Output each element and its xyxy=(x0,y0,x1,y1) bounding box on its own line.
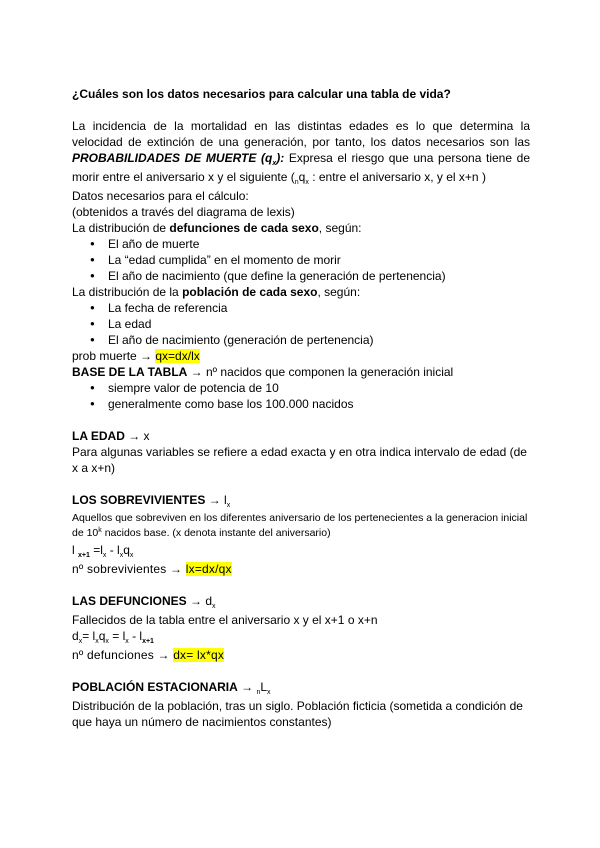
list-item: ● El año de nacimiento (generación de pertenencia) xyxy=(108,332,530,348)
defunciones-heading: LAS DEFUNCIONES → $d_x$ xyxy=(72,594,216,610)
intro-paragraph: La incidencia de la mortalidad en las distintas edades es lo que determina la velocidad de extinción de una generación, por tanto, los datos necesarios son las PROBABILIDADES DE MUERTE $(q_x)$: Expresa el riesgo que una persona tiene de morir entre el aniversario x y el siguiente ($_nq_x$ : entre el aniversario x, y el x+n ) xyxy=(72,119,530,186)
sobrevivientes-text: Aquellos que sobreviven en los diferentes aniversario de los pertenecientes a la generacion inicial de 10$^k$ nacidos base. (x denota instante del aniversario) xyxy=(72,512,528,539)
poblacion-list xyxy=(72,300,530,348)
edad-heading: LA EDAD → x xyxy=(72,429,150,443)
list-item: ● La edad xyxy=(108,316,530,332)
prob-heading: PROBABILIDADES DE MUERTE $(q_x)$: xyxy=(72,151,285,167)
poblacion-heading: POBLACIÓN ESTACIONARIA → $_nL_x$ xyxy=(72,680,271,696)
list-item: ● generalmente como base los 100.000 nacidos xyxy=(108,396,530,412)
list-item: ● La fecha de referencia xyxy=(108,300,530,316)
defunciones-list xyxy=(72,236,530,284)
edad-text: Para algunas variables se refiere a edad exacta y en otra indica intervalo de edad (de x a x+n) xyxy=(72,445,527,475)
list-item: ● La “edad cumplida” en el momento de morir xyxy=(108,252,530,268)
list-item: ● siempre valor de potencia de 10 xyxy=(108,380,530,396)
defunciones-formula: $d_x= l_xq_x = l_x - l_{x+1}$ xyxy=(72,629,154,645)
list-item: ● El año de muerte xyxy=(108,236,530,252)
document-page xyxy=(72,86,530,730)
page-title: ¿Cuáles son los datos necesarios para calcular una tabla de vida? xyxy=(72,87,451,101)
sobrevivientes-formula: l $_{x+1} =l_x - l_xq_x$ xyxy=(72,543,134,559)
datos-line: Datos necesarios para el cálculo: xyxy=(72,189,249,203)
dist-defunciones: La distribución de defunciones de cada sexo, según: xyxy=(72,221,362,235)
obtenidos-line: (obtenidos a través del diagrama de lexis) xyxy=(72,205,295,219)
sobrevivientes-formula-highlight: lx=dx/qx xyxy=(185,562,232,576)
poblacion-text: Distribución de la población, tras un siglo. Población ficticia (sometida a condición de que haya un número de nacimientos constantes) xyxy=(72,699,523,729)
prob-muerte-line: prob muerte → qx=dx/lx xyxy=(72,349,200,363)
sobrevivientes-heading: LOS SOBREVIVIENTES → $l_x$ xyxy=(72,493,231,509)
defunciones-count: nº defunciones → dx= lx*qx xyxy=(72,648,225,662)
sobrevivientes-count: nº sobrevivientes → lx=dx/qx xyxy=(72,562,232,576)
base-line: BASE DE LA TABLA → nº nacidos que componen la generación inicial xyxy=(72,365,454,379)
defunciones-formula-highlight: dx= lx*qx xyxy=(173,648,225,662)
base-list xyxy=(72,380,530,412)
defunciones-text: Fallecidos de la tabla entre el aniversario x y el x+1 o x+n xyxy=(72,613,378,627)
list-item: ● El año de nacimiento (que define la generación de pertenencia) xyxy=(108,268,530,284)
dist-poblacion: La distribución de la población de cada sexo, según: xyxy=(72,285,361,299)
prob-formula: qx=dx/lx xyxy=(155,349,200,363)
